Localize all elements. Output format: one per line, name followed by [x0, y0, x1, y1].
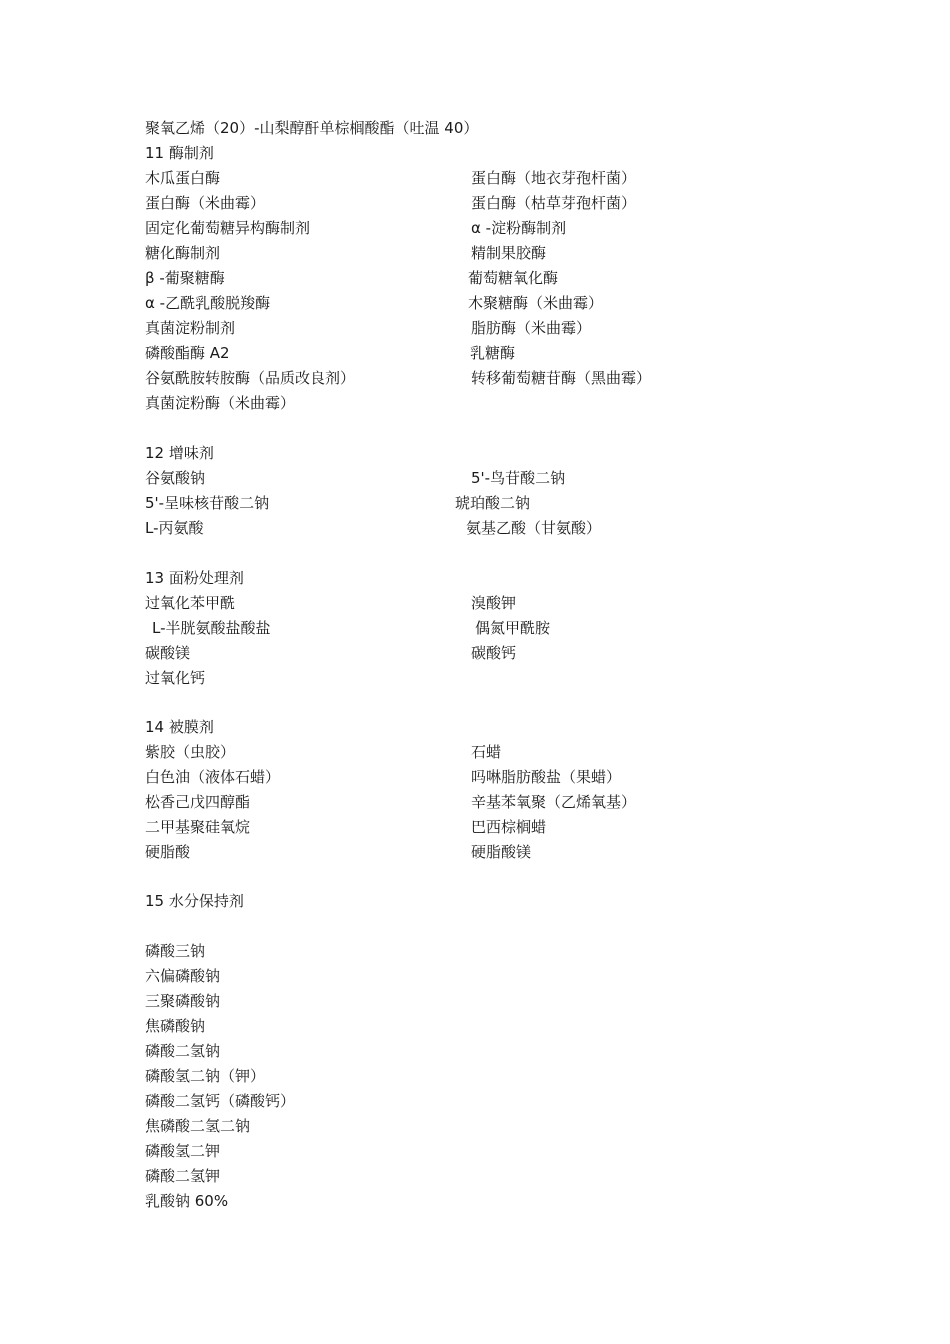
list-item: 磷酸三钠 [145, 942, 206, 960]
list-item: 石蜡 [471, 743, 502, 761]
list-item: 紫胶（虫胶） [145, 743, 236, 761]
list-item: 偶氮甲酰胺 [475, 619, 551, 637]
list-item: 磷酸氢二钾 [145, 1142, 221, 1160]
list-item: 琥珀酸二钠 [455, 494, 531, 512]
list-item: 5'-鸟苷酸二钠 [471, 469, 566, 487]
list-item: 固定化葡萄糖异构酶制剂 [145, 219, 311, 237]
section-heading: 15 水分保持剂 [145, 892, 244, 910]
list-item: 过氧化钙 [145, 669, 206, 687]
list-item: 蛋白酶（枯草芽孢杆菌） [471, 194, 637, 212]
list-item: 溴酸钾 [471, 594, 517, 612]
section-heading: 13 面粉处理剂 [145, 569, 244, 587]
section-heading: 12 增味剂 [145, 444, 214, 462]
list-item: 硬脂酸镁 [471, 843, 532, 861]
list-item: 5'-呈味核苷酸二钠 [145, 494, 270, 512]
list-item: 转移葡萄糖苷酶（黑曲霉） [471, 369, 652, 387]
list-item: 三聚磷酸钠 [145, 992, 221, 1010]
list-item: 蛋白酶（地衣芽孢杆菌） [471, 169, 637, 187]
list-item: 蛋白酶（米曲霉） [145, 194, 266, 212]
list-item: 磷酸二氢钾 [145, 1167, 221, 1185]
list-item: 磷酸氢二钠（钾） [145, 1067, 266, 1085]
list-item: 过氧化苯甲酰 [145, 594, 236, 612]
list-item: 氨基乙酸（甘氨酸） [466, 519, 602, 537]
list-item: 巴西棕榈蜡 [471, 818, 547, 836]
list-item: 碳酸钙 [471, 644, 517, 662]
intro-line: 聚氧乙烯（20）-山梨醇酐单棕榈酸酯（吐温 40） [145, 119, 479, 137]
list-item: L-丙氨酸 [145, 519, 204, 537]
list-item: 磷酸二氢钠 [145, 1042, 221, 1060]
list-item: 松香己戊四醇酯 [145, 793, 251, 811]
list-item: 谷氨酸钠 [145, 469, 206, 487]
list-item: 磷酸酯酶 A2 [145, 344, 230, 362]
list-item: β -葡聚糖酶 [145, 269, 225, 287]
list-item: 磷酸二氢钙（磷酸钙） [145, 1092, 296, 1110]
list-item: 乳酸钠 60% [145, 1192, 229, 1210]
list-item: 真菌淀粉制剂 [145, 319, 236, 337]
list-item: 葡萄糖氧化酶 [468, 269, 559, 287]
list-item: 精制果胶酶 [471, 244, 547, 262]
list-item: 谷氨酰胺转胺酶（品质改良剂） [145, 369, 356, 387]
list-item: 硬脂酸 [145, 843, 191, 861]
list-item: 碳酸镁 [145, 644, 191, 662]
list-item: 辛基苯氧聚（乙烯氧基） [471, 793, 637, 811]
list-item: L-半胱氨酸盐酸盐 [152, 619, 271, 637]
list-item: 焦磷酸二氢二钠 [145, 1117, 251, 1135]
section-heading: 14 被膜剂 [145, 718, 214, 736]
list-item: α -淀粉酶制剂 [471, 219, 567, 237]
list-item: 二甲基聚硅氧烷 [145, 818, 251, 836]
list-item: 木瓜蛋白酶 [145, 169, 221, 187]
list-item: 脂肪酶（米曲霉） [471, 319, 592, 337]
section-heading: 11 酶制剂 [145, 144, 214, 162]
list-item: 乳糖酶 [470, 344, 516, 362]
list-item: 吗啉脂肪酸盐（果蜡） [471, 768, 622, 786]
list-item: 六偏磷酸钠 [145, 967, 221, 985]
list-item: α -乙酰乳酸脱羧酶 [145, 294, 271, 312]
list-item: 真菌淀粉酶（米曲霉） [145, 394, 296, 412]
list-item: 木聚糖酶（米曲霉） [468, 294, 604, 312]
list-item: 糖化酶制剂 [145, 244, 221, 262]
list-item: 焦磷酸钠 [145, 1017, 206, 1035]
list-item: 白色油（液体石蜡） [145, 768, 281, 786]
